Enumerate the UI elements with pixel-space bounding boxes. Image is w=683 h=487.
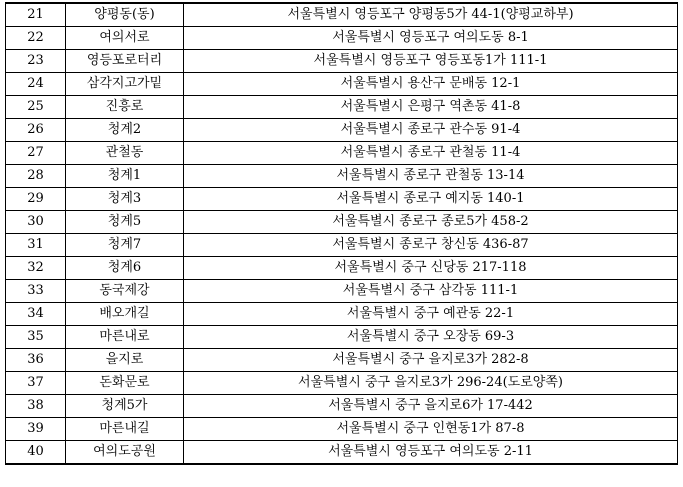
location-name-cell: 여의서로 (66, 27, 184, 50)
table-row (6, 27, 678, 50)
location-name-cell: 마른내로 (66, 326, 184, 349)
row-number-cell: 36 (6, 349, 66, 372)
row-number-cell: 33 (6, 280, 66, 303)
table-row (6, 372, 678, 395)
row-number-cell: 25 (6, 96, 66, 119)
table-row (6, 165, 678, 188)
row-number-cell: 37 (6, 372, 66, 395)
address-cell: 서울특별시 종로구 관수동 91-4 (184, 119, 678, 142)
location-name-cell: 마른내길 (66, 418, 184, 441)
address-cell: 서울특별시 종로구 관철동 13-14 (184, 165, 678, 188)
row-number-cell: 26 (6, 119, 66, 142)
address-cell: 서울특별시 중구 삼각동 111-1 (184, 280, 678, 303)
table-row (6, 50, 678, 73)
address-table (5, 2, 678, 465)
address-cell: 서울특별시 용산구 문배동 12-1 (184, 73, 678, 96)
address-cell: 서울특별시 중구 을지로3가 296-24(도로양쪽) (184, 372, 678, 395)
address-cell: 서울특별시 종로구 종로5가 458-2 (184, 211, 678, 234)
address-cell: 서울특별시 중구 을지로3가 282-8 (184, 349, 678, 372)
address-cell: 서울특별시 영등포구 여의도동 2-11 (184, 441, 678, 465)
address-cell: 서울특별시 중구 오장동 69-3 (184, 326, 678, 349)
row-number-cell: 30 (6, 211, 66, 234)
row-number-cell: 35 (6, 326, 66, 349)
location-name-cell: 청계7 (66, 234, 184, 257)
location-name-cell: 청계1 (66, 165, 184, 188)
address-cell: 서울특별시 중구 신당동 217-118 (184, 257, 678, 280)
table-row (6, 119, 678, 142)
location-name-cell: 삼각지고가밑 (66, 73, 184, 96)
row-number-cell: 29 (6, 188, 66, 211)
location-name-cell: 돈화문로 (66, 372, 184, 395)
table-row (6, 280, 678, 303)
table-row (6, 349, 678, 372)
table-row (6, 234, 678, 257)
location-name-cell: 청계6 (66, 257, 184, 280)
location-name-cell: 여의도공원 (66, 441, 184, 465)
address-cell: 서울특별시 종로구 관철동 11-4 (184, 142, 678, 165)
location-name-cell: 양평동(동) (66, 3, 184, 27)
address-cell: 서울특별시 영등포구 영등포동1가 111-1 (184, 50, 678, 73)
row-number-cell: 23 (6, 50, 66, 73)
location-name-cell: 청계2 (66, 119, 184, 142)
row-number-cell: 21 (6, 3, 66, 27)
row-number-cell: 31 (6, 234, 66, 257)
location-name-cell: 관철동 (66, 142, 184, 165)
location-name-cell: 영등포로터리 (66, 50, 184, 73)
address-cell: 서울특별시 중구 예관동 22-1 (184, 303, 678, 326)
location-name-cell: 배오개길 (66, 303, 184, 326)
address-cell: 서울특별시 종로구 창신동 436-87 (184, 234, 678, 257)
address-cell: 서울특별시 은평구 역촌동 41-8 (184, 96, 678, 119)
table-row (6, 96, 678, 119)
row-number-cell: 24 (6, 73, 66, 96)
table-row (6, 303, 678, 326)
row-number-cell: 34 (6, 303, 66, 326)
row-number-cell: 22 (6, 27, 66, 50)
location-name-cell: 을지로 (66, 349, 184, 372)
address-cell: 서울특별시 영등포구 여의도동 8-1 (184, 27, 678, 50)
table-row (6, 257, 678, 280)
table-row (6, 3, 678, 27)
table-row (6, 188, 678, 211)
location-name-cell: 진흥로 (66, 96, 184, 119)
table-row (6, 395, 678, 418)
location-name-cell: 동국제강 (66, 280, 184, 303)
address-cell: 서울특별시 중구 을지로6가 17-442 (184, 395, 678, 418)
table-row (6, 441, 678, 465)
location-name-cell: 청계5 (66, 211, 184, 234)
row-number-cell: 27 (6, 142, 66, 165)
table-row (6, 211, 678, 234)
location-name-cell: 청계5가 (66, 395, 184, 418)
address-table-body (6, 3, 678, 464)
row-number-cell: 38 (6, 395, 66, 418)
row-number-cell: 39 (6, 418, 66, 441)
row-number-cell: 40 (6, 441, 66, 465)
location-name-cell: 청계3 (66, 188, 184, 211)
table-row (6, 326, 678, 349)
table-row (6, 418, 678, 441)
address-cell: 서울특별시 종로구 예지동 140-1 (184, 188, 678, 211)
table-row (6, 73, 678, 96)
address-cell: 서울특별시 영등포구 양평동5가 44-1(양평교하부) (184, 3, 678, 27)
row-number-cell: 28 (6, 165, 66, 188)
table-row (6, 142, 678, 165)
address-cell: 서울특별시 중구 인현동1가 87-8 (184, 418, 678, 441)
row-number-cell: 32 (6, 257, 66, 280)
